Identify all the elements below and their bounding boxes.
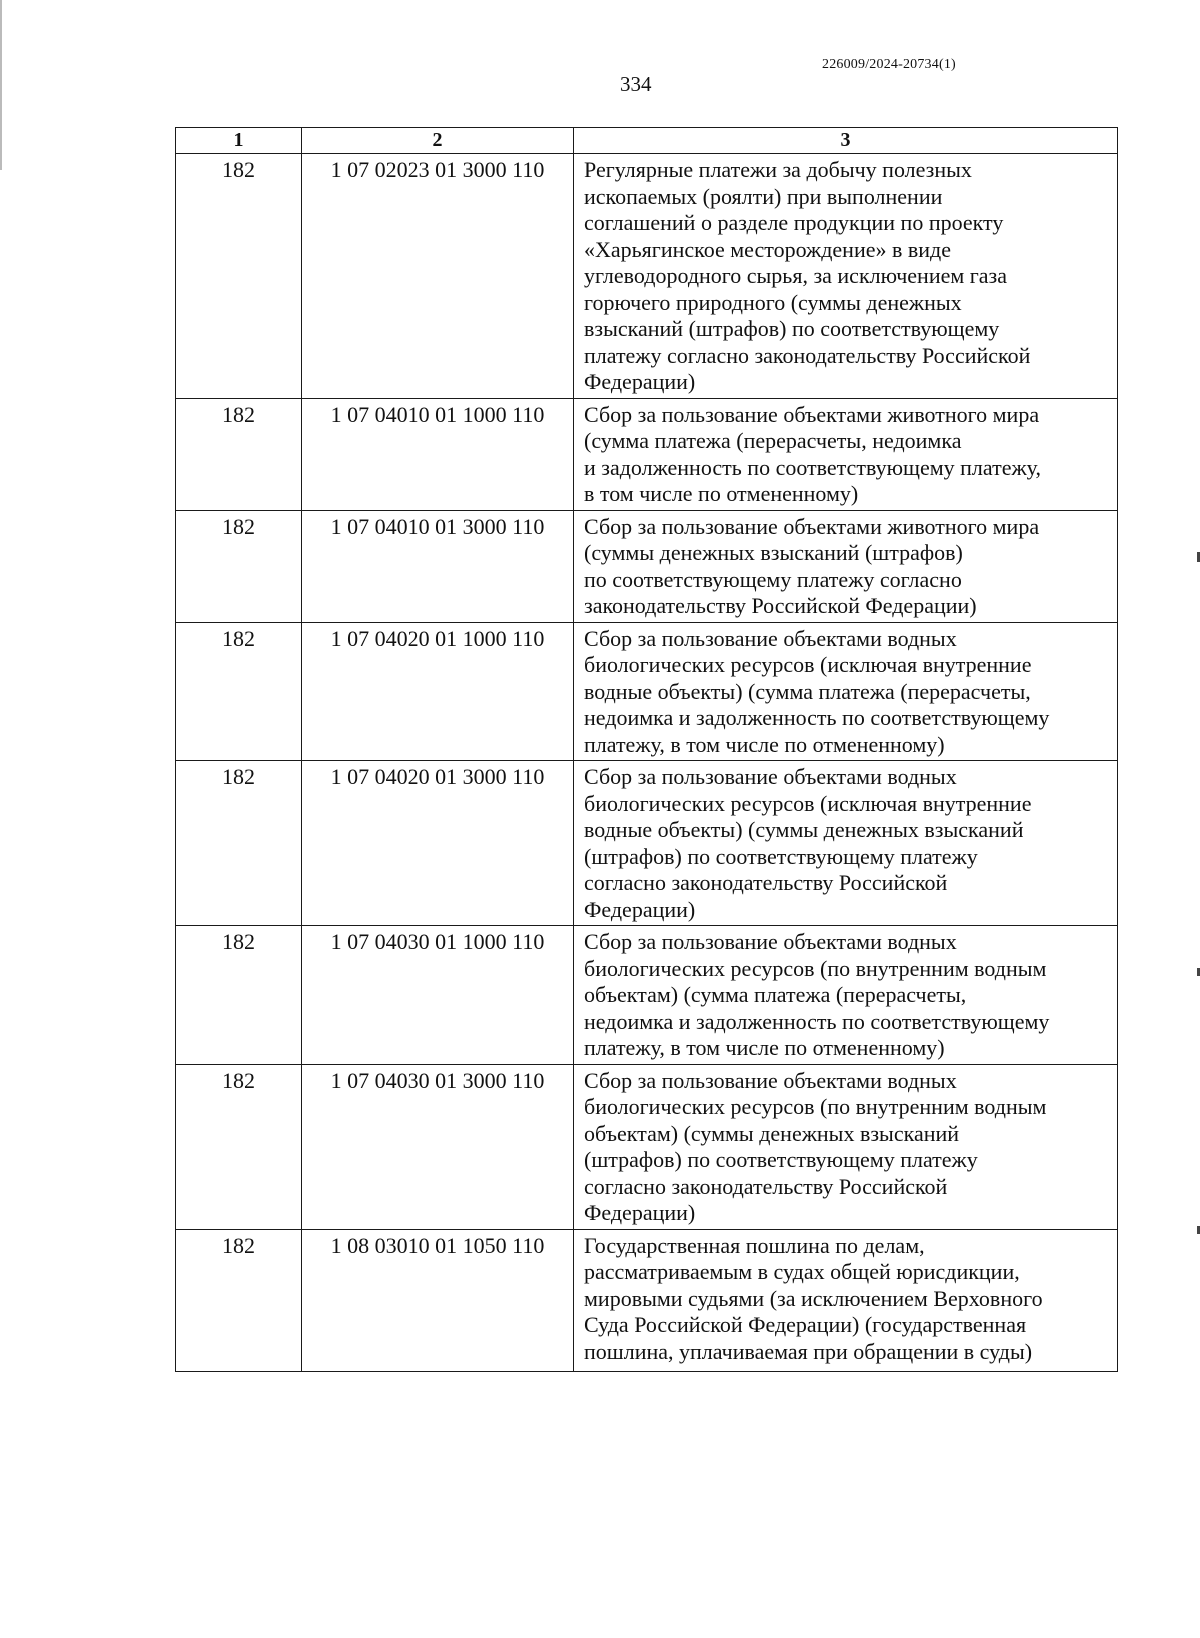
income-name-line: взысканий (штрафов) по соответствующему	[584, 316, 1000, 341]
income-name-line: платежу согласно законодательству Российской	[584, 342, 1031, 368]
budget-code-cell: 1 08 03010 01 1050 110	[302, 1229, 574, 1372]
admin-code-cell: 182	[176, 1229, 302, 1372]
income-name-line: Федерации)	[584, 369, 696, 394]
income-name-line: законодательству Российской Федерации)	[584, 593, 977, 618]
column-header: 1	[176, 128, 302, 154]
income-name-line: биологических ресурсов (исключая внутренние	[584, 652, 1032, 677]
income-name-line: биологических ресурсов (исключая внутренние	[584, 790, 1032, 816]
income-name-line: ископаемых (роялти) при выполнении	[584, 183, 943, 209]
income-name-line: Федерации)	[584, 1200, 696, 1225]
table-row	[176, 761, 1118, 926]
budget-code-cell: 1 07 02023 01 3000 110	[302, 154, 574, 399]
scan-edge-mark	[0, 0, 2, 170]
income-name-line: Сбор за пользование объектами водных	[584, 929, 957, 954]
income-name-line: по соответствующему платежу согласно	[584, 566, 962, 592]
table-row	[176, 398, 1118, 510]
income-name-line: платежу, в том числе по отмененному)	[584, 731, 945, 757]
admin-code-cell: 182	[176, 154, 302, 399]
income-name-line: недоимка и задолженность по соответствующему	[584, 1008, 1050, 1034]
admin-code-cell: 182	[176, 761, 302, 926]
page-number: 334	[620, 72, 652, 96]
income-name-line: (штрафов) по соответствующему платежу	[584, 843, 978, 869]
income-name-line: Сбор за пользование объектами животного мира	[584, 401, 1040, 427]
table-row	[176, 622, 1118, 761]
income-name-line: соглашений о разделе продукции по проекту	[584, 210, 1004, 235]
income-name-line: биологических ресурсов (по внутренним водным	[584, 955, 1047, 981]
admin-code-cell: 182	[176, 1064, 302, 1229]
admin-code-cell: 182	[176, 622, 302, 761]
income-name-line: (штрафов) по соответствующему платежу	[584, 1147, 978, 1172]
income-name-cell	[574, 761, 1118, 926]
income-name-line: биологических ресурсов (по внутренним водным	[584, 1094, 1047, 1119]
budget-code-cell: 1 07 04030 01 1000 110	[302, 926, 574, 1065]
income-name-line: водные объекты) (суммы денежных взысканий	[584, 817, 1024, 842]
income-name-line: пошлина, уплачиваемая при обращении в суды)	[584, 1338, 1033, 1364]
budget-code-cell: 1 07 04020 01 1000 110	[302, 622, 574, 761]
income-name-line: мировыми судьями (за исключением Верховного	[584, 1285, 1043, 1311]
income-name-line: объектам) (суммы денежных взысканий	[584, 1120, 960, 1146]
income-name-line: объектам) (сумма платежа (перерасчеты,	[584, 982, 967, 1007]
budget-codes-table	[175, 127, 1118, 1372]
income-name-line: Сбор за пользование объектами животного мира	[584, 513, 1040, 539]
income-name-cell	[574, 510, 1118, 622]
table-body	[176, 154, 1118, 1372]
income-name-line: углеводородного сырья, за исключением газа	[584, 263, 1008, 288]
table-row	[176, 154, 1118, 399]
table-row	[176, 1064, 1118, 1229]
budget-code-cell: 1 07 04010 01 1000 110	[302, 398, 574, 510]
table-row	[176, 510, 1118, 622]
admin-code-cell: 182	[176, 926, 302, 1065]
income-name-line: согласно законодательству Российской	[584, 1173, 948, 1199]
income-name-line: Государственная пошлина по делам,	[584, 1232, 925, 1258]
income-name-line: Регулярные платежи за добычу полезных	[584, 157, 972, 182]
income-name-cell	[574, 398, 1118, 510]
table-row	[176, 926, 1118, 1065]
income-name-line: Сбор за пользование объектами водных	[584, 764, 957, 789]
income-name-line: горючего природного (суммы денежных	[584, 289, 962, 315]
document-id: 226009/2024-20734(1)	[822, 57, 956, 72]
income-name-line: в том числе по отмененному)	[584, 481, 859, 506]
income-name-line: рассматриваемым в судах общей юрисдикции,	[584, 1259, 1020, 1284]
table-header-row	[176, 128, 1118, 154]
income-name-line: и задолженность по соответствующему платежу,	[584, 454, 1041, 480]
budget-code-cell: 1 07 04010 01 3000 110	[302, 510, 574, 622]
income-name-line: Федерации)	[584, 896, 696, 922]
admin-code-cell: 182	[176, 398, 302, 510]
budget-code-cell: 1 07 04020 01 3000 110	[302, 761, 574, 926]
income-name-cell	[574, 622, 1118, 761]
income-name-cell	[574, 1064, 1118, 1229]
income-name-line: Сбор за пользование объектами водных	[584, 1067, 957, 1093]
income-name-line: согласно законодательству Российской	[584, 870, 948, 895]
income-name-line: (сумма платежа (перерасчеты, недоимка	[584, 428, 962, 453]
income-name-line: платежу, в том числе по отмененному)	[584, 1035, 945, 1060]
income-name-line: недоимка и задолженность по соответствующему	[584, 705, 1050, 730]
income-name-line: (суммы денежных взысканий (штрафов)	[584, 540, 963, 565]
table-row	[176, 1229, 1118, 1372]
income-name-cell	[574, 926, 1118, 1065]
income-name-line: Суда Российской Федерации) (государственная	[584, 1312, 1027, 1337]
column-header: 3	[574, 128, 1118, 154]
admin-code-cell: 182	[176, 510, 302, 622]
income-name-cell	[574, 1229, 1118, 1372]
income-name-line: «Харьягинское месторождение» в виде	[584, 236, 951, 262]
column-header: 2	[302, 128, 574, 154]
income-name-line: Сбор за пользование объектами водных	[584, 625, 957, 651]
income-name-line: водные объекты) (сумма платежа (перерасчеты,	[584, 678, 1031, 704]
income-name-cell	[574, 154, 1118, 399]
budget-code-cell: 1 07 04030 01 3000 110	[302, 1064, 574, 1229]
